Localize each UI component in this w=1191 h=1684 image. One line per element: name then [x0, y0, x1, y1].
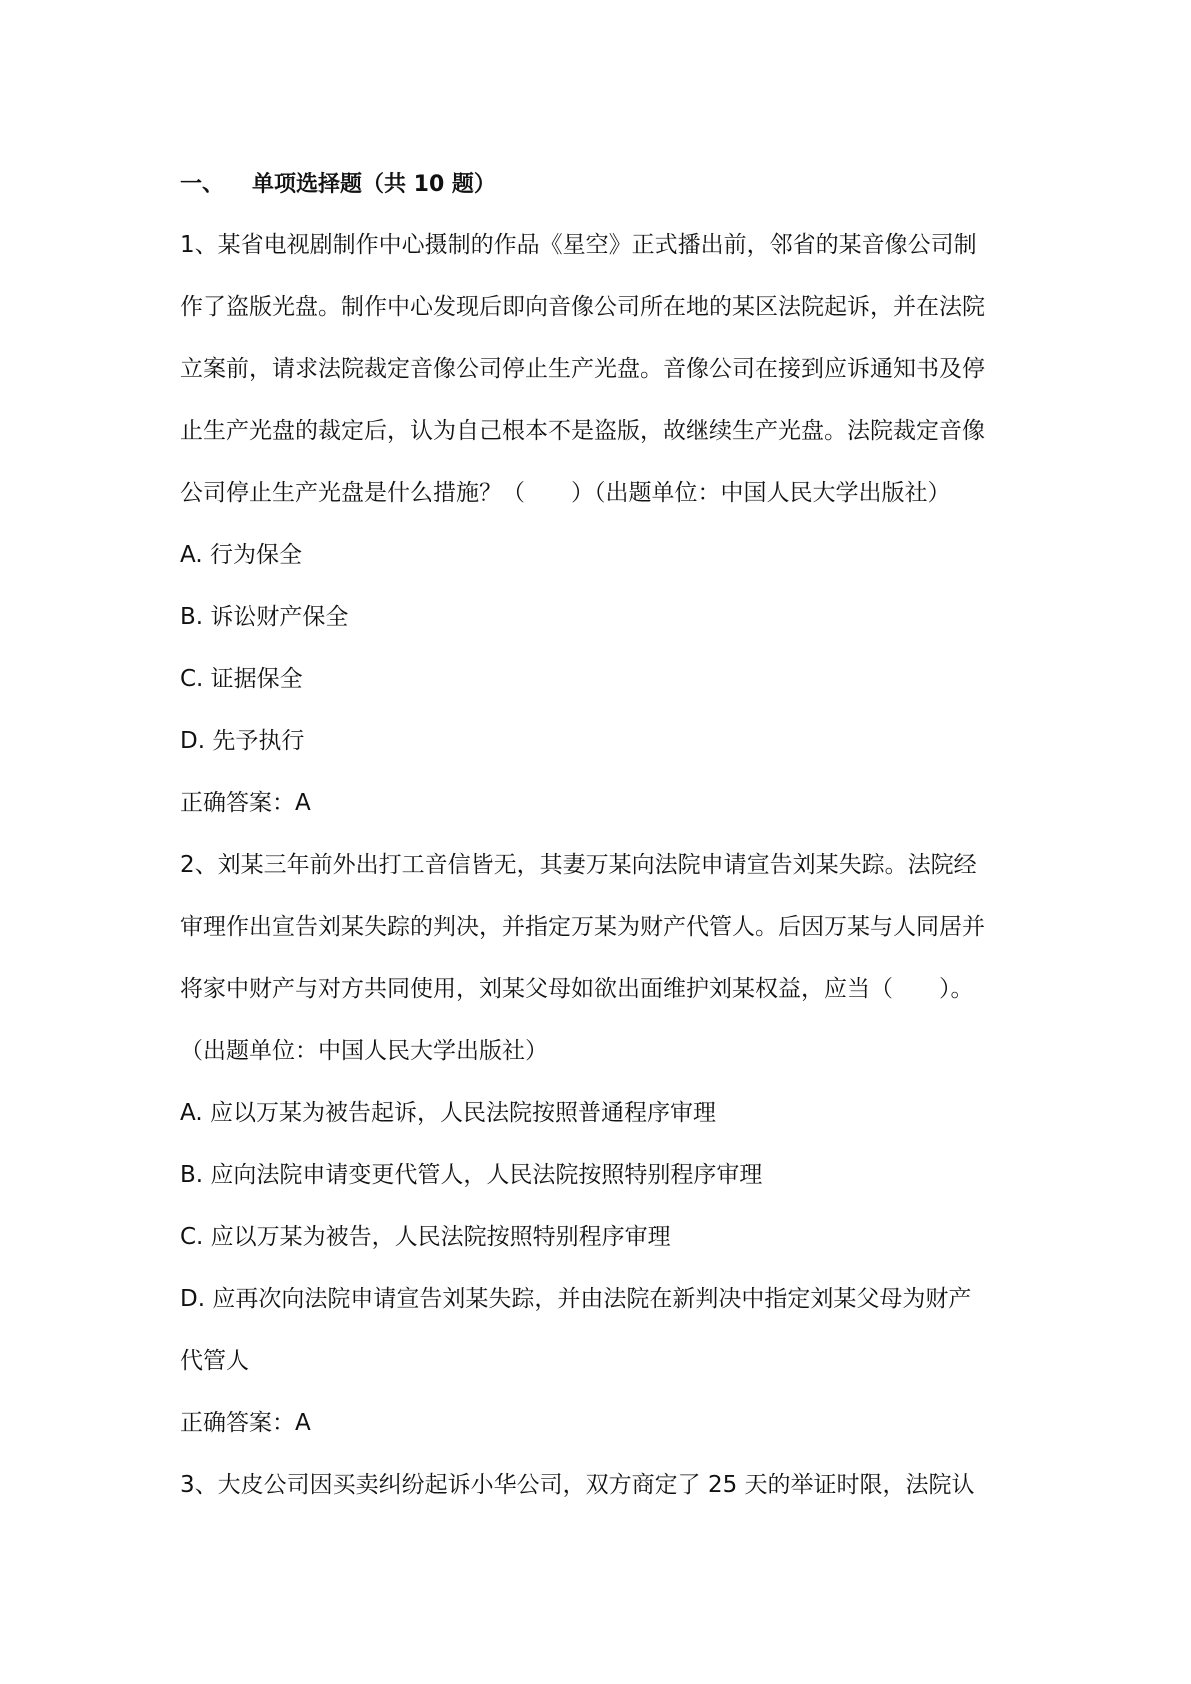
question-2-stem-line: 2、刘某三年前外出打工音信皆无，其妻万某向法院申请宣告刘某失踪。法院经 — [180, 852, 977, 878]
question-3-stem-line: 3、大皮公司因买卖纠纷起诉小华公司，双方商定了 25 天的举证时限，法院认 — [180, 1472, 975, 1498]
question-1-stem-line: 1、某省电视剧制作中心摄制的作品《星空》正式播出前，邻省的某音像公司制 — [180, 232, 977, 258]
question-2-option-d: D. 应再次向法院申请宣告刘某失踪，并由法院在新判决中指定刘某父母为财产 — [180, 1286, 972, 1312]
question-2 — [180, 834, 1015, 1454]
question-1-option-b: B. 诉讼财产保全 — [180, 604, 349, 630]
question-2-option-a: A. 应以万某为被告起诉，人民法院按照普通程序审理 — [180, 1100, 716, 1126]
question-3 — [180, 1454, 1015, 1516]
document-content — [180, 150, 1015, 1516]
question-2-option-d-continued: 代管人 — [180, 1348, 249, 1374]
question-1-option-c: C. 证据保全 — [180, 666, 303, 692]
question-1-stem-line: 公司停止生产光盘是什么措施？（ ）（出题单位：中国人民大学出版社） — [180, 480, 951, 506]
question-1-stem-line: 立案前，请求法院裁定音像公司停止生产光盘。音像公司在接到应诉通知书及停 — [180, 356, 985, 382]
question-1-stem-line: 止生产光盘的裁定后，认为自己根本不是盗版，故继续生产光盘。法院裁定音像 — [180, 418, 985, 444]
question-1-option-a: A. 行为保全 — [180, 542, 302, 568]
question-1-answer: 正确答案：A — [180, 790, 311, 816]
question-2-stem-line: 审理作出宣告刘某失踪的判决，并指定万某为财产代管人。后因万某与人同居并 — [180, 914, 985, 940]
question-2-stem-line: （出题单位：中国人民大学出版社） — [180, 1038, 548, 1064]
question-2-option-c: C. 应以万某为被告，人民法院按照特别程序审理 — [180, 1224, 671, 1250]
question-2-option-b: B. 应向法院申请变更代管人，人民法院按照特别程序审理 — [180, 1162, 763, 1188]
question-2-answer: 正确答案：A — [180, 1410, 311, 1436]
section-heading — [180, 150, 1015, 214]
question-1-stem-line: 作了盗版光盘。制作中心发现后即向音像公司所在地的某区法院起诉，并在法院 — [180, 294, 985, 320]
question-1 — [180, 214, 1015, 834]
question-1-option-d: D. 先予执行 — [180, 728, 305, 754]
section-number: 一、 — [180, 171, 225, 197]
section-title-text: 单项选择题（共 10 题） — [252, 171, 496, 197]
question-2-stem-line: 将家中财产与对方共同使用，刘某父母如欲出面维护刘某权益，应当（ ）。 — [180, 976, 974, 1002]
